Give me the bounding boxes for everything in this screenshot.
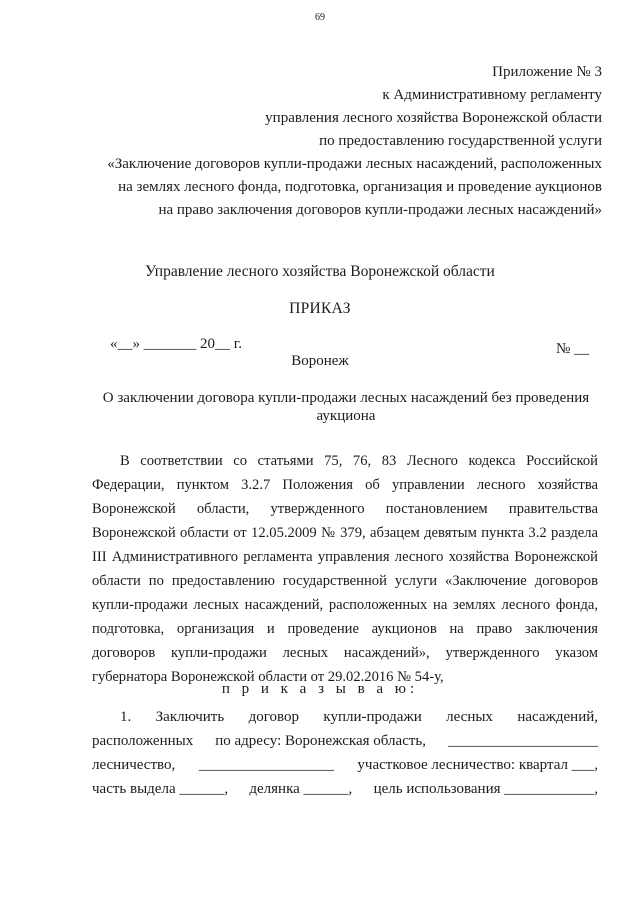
item-word: 1. — [120, 709, 132, 725]
appendix-line: к Административному регламенту — [382, 87, 602, 103]
appendix-line: на право заключения договоров купли-продажи лесных насаждений» — [158, 202, 602, 218]
item-word: договор — [248, 709, 299, 725]
item-word: Заключить — [155, 709, 225, 725]
item-word: расположенных — [92, 733, 194, 749]
order-number: № __ — [555, 341, 589, 357]
page-number: 69 — [315, 12, 325, 23]
item-line — [92, 705, 598, 729]
item-word: насаждений, — [517, 709, 598, 725]
item-word: делянка ______, — [249, 781, 353, 797]
appendix-line: управления лесного хозяйства Воронежской области — [265, 110, 602, 126]
address-blank: ____________________ — [447, 733, 598, 749]
order-title: ПРИКАЗ — [289, 300, 351, 317]
item-line — [92, 777, 598, 801]
preamble-paragraph — [92, 449, 598, 689]
order-verb: п р и к а з ы в а ю: — [221, 681, 419, 697]
preamble-text: В соответствии со статьями 75, 76, 83 Лесного кодекса Российской Федерации, пунктом 3.2.7 Положения об управлении лесного хозяйства Воронежской области, утвержденного постановлением правительства Воронежской области от 12.05.2009 № 379, абзацем девятым пункта 3.2 раздела III Административного регламента управления лесного хозяйства Воронежской области по предоставлению государственной услуги «Заключение договоров купли-продажи лесных насаждений, расположенных на землях лесного фонда, подготовка, организация и проведение аукционов на право заключения договоров купли-продажи лесных насаждений», утвержденного указом губернатора Воронежской области от 29.02.2016 № 54-у, — [92, 453, 598, 685]
item-word: часть выдела ______, — [92, 781, 229, 797]
date-line: «__» _______ 20__ г. — [110, 336, 242, 352]
order-subject: О заключении договора купли-продажи лесных насаждений без проведения аукциона — [102, 390, 590, 424]
item-word: лесничество, — [92, 757, 176, 773]
organization-name: Управление лесного хозяйства Воронежской области — [145, 263, 495, 280]
item-word: цель использования ____________, — [373, 781, 598, 797]
appendix-line: «Заключение договоров купли-продажи лесных насаждений, расположенных — [107, 156, 602, 172]
item-word: участковое лесничество: квартал ___, — [357, 757, 598, 773]
item-line — [92, 729, 598, 753]
item-word: лесных — [446, 709, 493, 725]
appendix-line: Приложение № 3 — [492, 64, 602, 80]
appendix-line: на землях лесного фонда, подготовка, организация и проведение аукционов — [118, 179, 602, 195]
city-name: Воронеж — [291, 353, 349, 369]
appendix-block — [82, 61, 602, 222]
forestry-blank: __________________ — [198, 757, 334, 773]
item-word: купли-продажи — [323, 709, 422, 725]
item-line — [92, 753, 598, 777]
item-word: по адресу: Воронежская область, — [215, 733, 426, 749]
appendix-line: по предоставлению государственной услуги — [319, 133, 602, 149]
order-item-1 — [92, 705, 598, 801]
